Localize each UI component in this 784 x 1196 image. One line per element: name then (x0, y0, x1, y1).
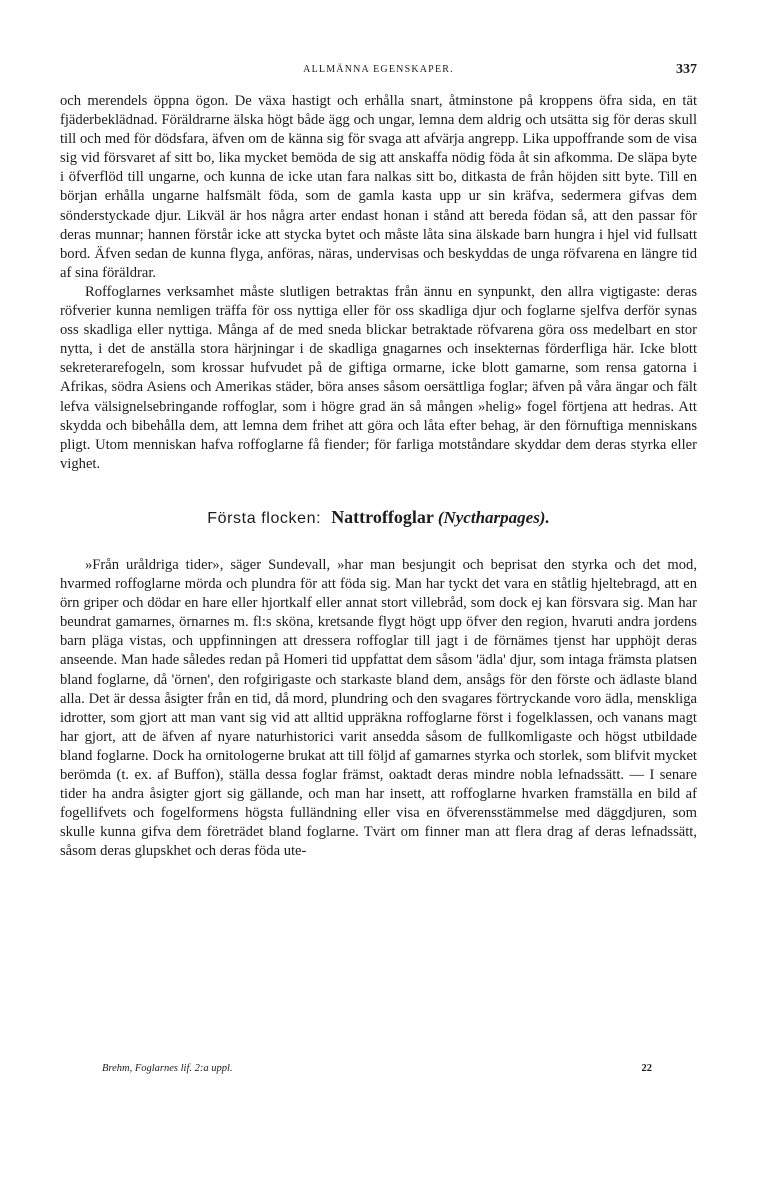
page-body (60, 92, 697, 861)
section-label: Första flocken: (207, 509, 322, 527)
page-number: 337 (676, 62, 697, 77)
section-latin-name: (Nyctharpages). (437, 507, 550, 527)
paragraph-roffoglarnes: Roffoglarnes verksamhet måste slutligen betraktas från ännu en synpunkt, den allra vigtigaste: deras röfverier kunna nemligen träffa för oss nyttiga eller för oss skadliga djur och foglarne sjelfva derför synas oss skadliga eller nyttiga. Många af de med sneda blickar betraktade röfvarena göra oss medelbart en stor nytta, i det de anställa stora härjningar i de skadliga gnagarnes och insekternas förderfliga här. Icke blott sekreterarefogeln, som krossar hufvudet på de giftiga ormarne, icke blott gamarne, som rensa gatorna i Afrikas, södra Asiens och Amerikas städer, böra anses såsom oersättliga foglar; äfven på våra ängar och fält lefva välsignelsebringande roffoglar, som i högre grad än så mången »helig» fogel förtjena att hedras. Att skydda och bibehålla dem, att lemna dem frihet att göra och låta efter behag, är den förnuftiga menniskans pligt. Utom menniskan hafva roffoglarne få fiender; för farliga motståndare skyddar dem deras styrka eller vighet. (60, 283, 697, 472)
signature-mark: 22 (641, 1063, 652, 1074)
paragraph-sundevall-quote: »Från uråldriga tider», säger Sundevall, »har man besjungit och beprisat den styrka och det mod, hvarmed roffoglarne mörda och plundra för att föda sig. Man har tyckt det vara en ståtlig hjeltebragd, att en örn griper och dödar en hare eller hjortkalf eller annat stort villebråd, som dock ej kan försvara sig. Man har beundrat gamarnes, örnarnes m. fl:s sköna, kretsande flygt högt upp öfver den region, hvaruti andra jordens barn pläga vistas, och uppfinningen att dressera roffoglar till jagt i de förnämes tjenst har upphöjt deras anseende. Man hade således redan på Homeri tid uppfattat dem såsom 'ädla' djur, som intaga främsta platsen bland foglarne, då 'örnen', den rofgirigaste och starkaste bland dem, ansågs för den förste och ädlaste bland alla. Det är dessa åsigter från en tid, då mord, plundring och den svagares förtryckande voro ädla, menskliga idrotter, som gjort att man vant sig vid att alltid uppräkna roffoglarne först i fogelklassen, och vanans magt har gjort, att de äfven af nyare naturhistorici varit ansedda såsom de fullkomligaste och högst utbildade bland foglarne. Dock ha ornitologerne brukat att till följd af gamarnes styrka och storlek, som blifvit mycket berömda (t. ex. af Buffon), ställa dessa foglar främst, oaktadt deras mindre nobla lefnadssätt. — I senare tider ha andra åsigter gjort sig gällande, och man har insett, att roffoglarne hvarken framställa en bild af fogellifvets och fogelformens högsta fulländning eller visa en öfverensstämmelse med däggdjuren, som skulle kunna gifva dem företrädet bland foglarne. Tvärt om finner man att flera drag af deras lefnadssätt, såsom deras glupskhet och deras föda ute- (60, 556, 697, 860)
section-heading (60, 508, 697, 528)
section-name: Nattroffoglar (331, 506, 434, 527)
paragraph-continued: och merendels öppna ögon. De växa hastigt och erhålla snart, åtminstone på kroppens öfra sida, en tät fjäderbeklädnad. Föräldrarne älska högt både ägg och ungar, lemna dem aldrig och utsätta sig för deras skull till och med för dödsfara, äfven om de känna sig för svaga att afvärja angrepp. Lika uppoffrande som de visa sig vid försvaret af sitt bo, lika mycket bemöda de sig att anskaffa nödig föda åt sin afkomma. De släpa byte i öfverflöd till ungarne, och kunna de icke utan fara nalkas sitt bo, ditkasta de från höjden sitt byte. Till en början erhålla ungarne halfsmält föda, som de gamla kasta upp ur sin kräfva, sedermera gifvas dem sönderstyckade djur. Likväl är hos några arter endast honan i stånd att bereda födan så, att den passar för deras munnar; hannen förstår icke att stycka bytet och måste låta sina älskade barn hungra i hjel vid fullsatt bord. Äfven sedan de kunna flyga, anföras, näras, undervisas och beskyddas de unga röfvarena en längre tid af sina föräldrar. (60, 93, 697, 281)
running-header (60, 62, 697, 80)
signature-line: Brehm, Foglarnes lif. 2:a uppl. (102, 1063, 233, 1074)
page-footer (60, 1063, 697, 1079)
running-title: ALLMÄNNA EGENSKAPER. (303, 64, 454, 75)
